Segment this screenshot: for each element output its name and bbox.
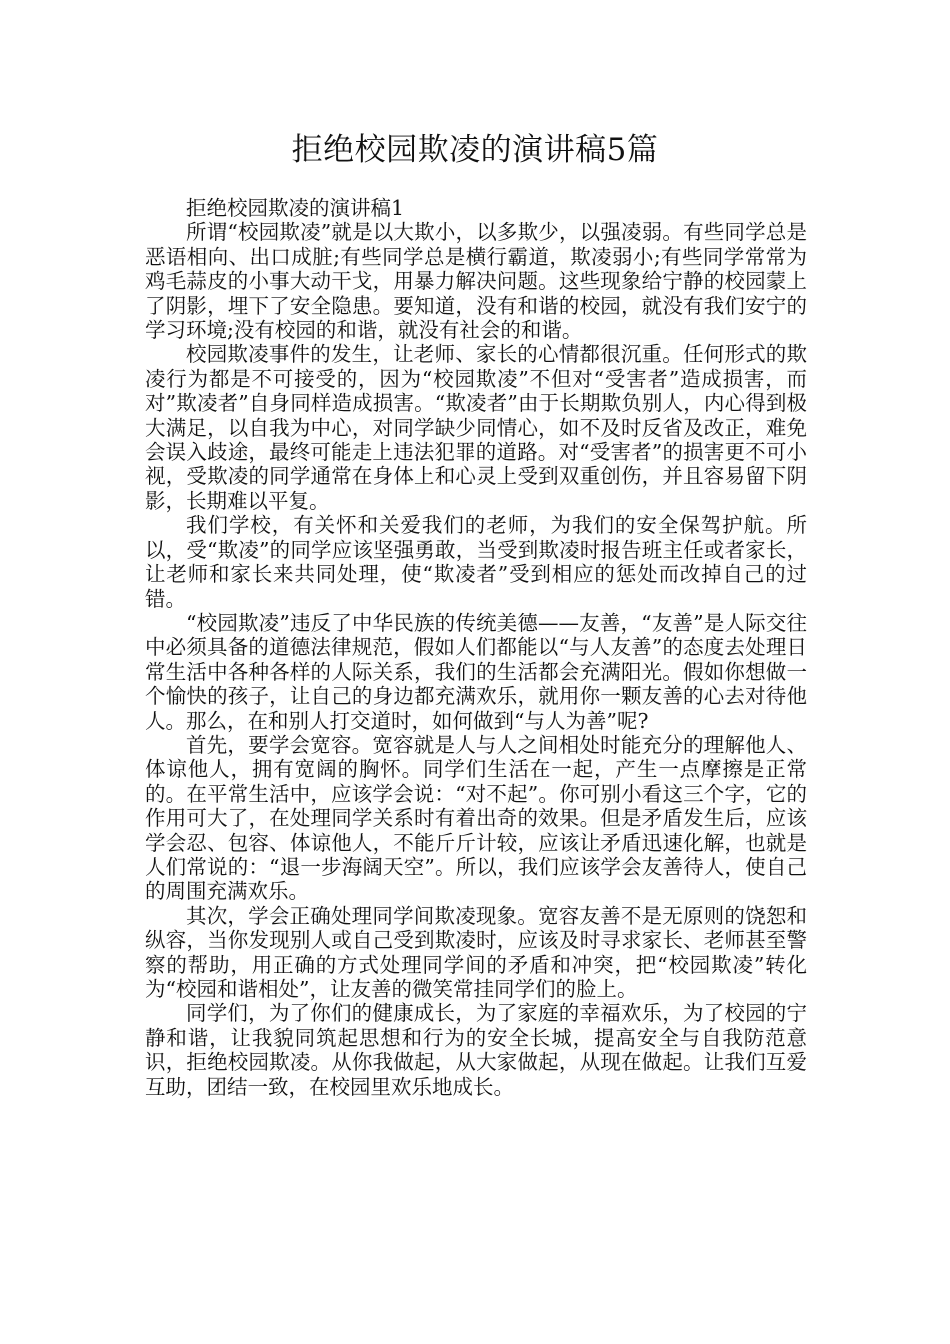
paragraph: 其次，学会正确处理同学间欺凌现象。宽容友善不是无原则的饶恕和纵容，当你发现别人或自己受到欺凌时，应该及时寻求家长、老师甚至警察的帮助，用正确的方式处理同学间的矛盾和冲突，把“校园欺凌”转化为“校园和谐相处”，让友善的微笑常挂同学们的脸上。	[145, 903, 807, 1001]
document-title: 拒绝校园欺凌的演讲稿5篇	[291, 132, 659, 168]
section-heading: 拒绝校园欺凌的演讲稿1	[186, 196, 405, 220]
document-body	[145, 196, 807, 1099]
paragraph: 校园欺凌事件的发生，让老师、家长的心情都很沉重。任何形式的欺凌行为都是不可接受的，因为“校园欺凌”不但对“受害者”造成损害，而对”欺凌者”自身同样造成损害。“欺凌者”由于长期欺负别人，内心得到极大满足，以自我为中心，对同学缺少同情心，如不及时反省及改正，难免会误入歧途，最终可能走上违法犯罪的道路。对“受害者”的损害更不可小视，受欺凌的同学通常在身体上和心灵上受到双重创伤，并且容易留下阴影，长期难以平复。	[145, 342, 807, 513]
paragraph: 同学们，为了你们的健康成长，为了家庭的幸福欢乐，为了校园的宁静和谐，让我貌同筑起思想和行为的安全长城，提高安全与自我防范意识，拒绝校园欺凌。从你我做起，从大家做起，从现在做起。让我们互爱互助，团结一致，在校园里欢乐地成长。	[145, 1001, 807, 1099]
paragraph: 我们学校，有关怀和关爱我们的老师，为我们的安全保驾护航。所以，受“欺凌”的同学应该坚强勇敢，当受到欺凌时报告班主任或者家长，让老师和家长来共同处理，使“欺凌者”受到相应的惩处而改掉自己的过错。	[145, 513, 807, 611]
paragraph: “校园欺凌”违反了中华民族的传统美德——友善，“友善”是人际交往中必须具备的道德法律规范，假如人们都能以“与人友善”的态度去处理日常生活中各种各样的人际关系，我们的生活都会充满阳光。假如你想做一个愉快的孩子，让自己的身边都充满欢乐，就用你一颗友善的心去对待他人。那么，在和别人打交道时，如何做到“与人为善”呢?	[145, 610, 807, 733]
paragraph: 所谓“校园欺凌”就是以大欺小，以多欺少，以强凌弱。有些同学总是恶语相向、出口成脏;有些同学总是横行霸道，欺凌弱小;有些同学常常为鸡毛蒜皮的小事大动干戈，用暴力解决问题。这些现象给宁静的校园蒙上了阴影，埋下了安全隐患。要知道，没有和谐的校园，就没有我们安宁的学习环境;没有校园的和谐，就没有社会的和谐。	[145, 220, 807, 343]
paragraph: 首先，要学会宽容。宽容就是人与人之间相处时能充分的理解他人、体谅他人，拥有宽阔的胸怀。同学们生活在一起，产生一点摩擦是正常的。在平常生活中，应该学会说：“对不起”。你可别小看这三个字，它的作用可大了，在处理同学关系时有着出奇的效果。但是矛盾发生后，应该学会忍、包容、体谅他人，不能斤斤计较，应该让矛盾迅速化解，也就是人们常说的：“退一步海阔天空”。所以，我们应该学会友善待人，使自己的周围充满欢乐。	[145, 732, 807, 904]
